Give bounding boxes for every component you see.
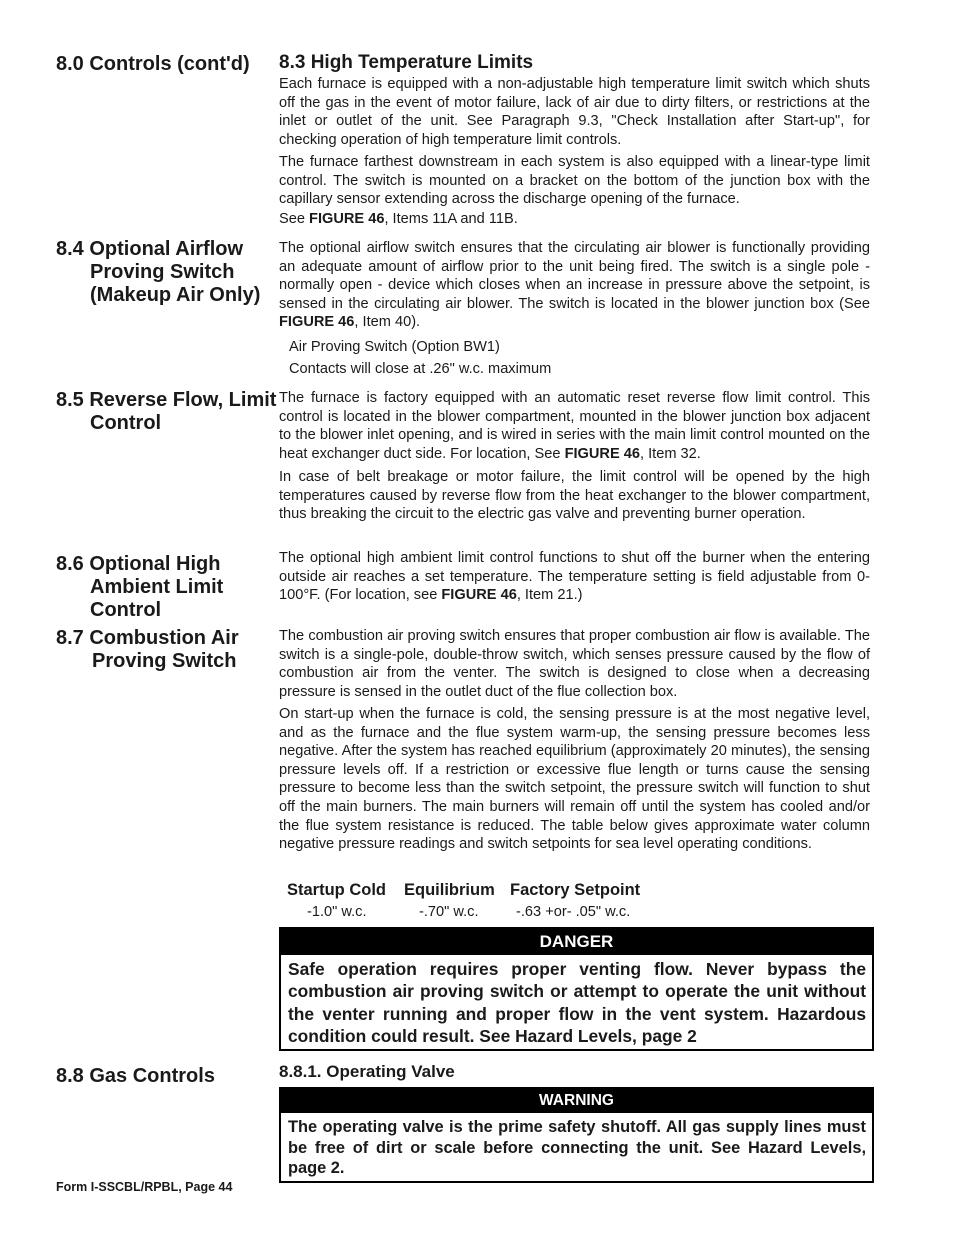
paragraph-8-7-2: On start-up when the furnace is cold, the sensing pressure is at the most negative level, and as the furnace and the flue system warm-up, the sensing pressure becomes less negative. After the system has reached equilibrium (approximately 20 minutes), the sensing pressure levels off. If a restriction or excessive flue length or turns cause the sensing pressure to become less than the switch setpoint, the pressure switch will function to shut off the main burners. The main burners will remain off until the system has cooled and/or the flue system resistance is reduced. The table below gives approximate water column negative pressure readings and switch setpoints for sea level operating conditions. <box>279 706 870 853</box>
figure-reference: FIGURE 46 <box>564 445 640 462</box>
table-header-factory-setpoint: Factory Setpoint <box>510 881 641 899</box>
subsection-heading-8-3: 8.3 High Temperature Limits <box>279 52 534 73</box>
paragraph-8-4-1: The optional airflow switch ensures that the circulating air blower is functionally providing an adequate amount of airflow prior to the unit being fired. The switch is a single pole - normally open - device which closes when an increase in pressure above the setpoint, is sensed in the circulating air blower. The switch is located in the blower junction box (See FIGURE 46, Item 40). <box>279 240 870 331</box>
section-heading-8-4: 8.4 Optional Airflow Proving Switch (Makeup Air Only) <box>56 238 261 306</box>
table-cell-equilibrium: -.70" w.c. <box>419 904 479 920</box>
danger-text: Safe operation requires proper venting flow. Never bypass the combustion air proving switch or attempt to operate the unit without the venter running and proper flow in the vent system. Hazardous condition could result. See Hazard Levels, page 2 <box>288 959 866 1047</box>
danger-label: DANGER <box>281 929 872 955</box>
danger-box <box>279 927 874 1051</box>
warning-box <box>279 1087 874 1183</box>
warning-label: WARNING <box>281 1089 872 1113</box>
subsection-heading-8-8-1: 8.8.1. Operating Valve <box>279 1062 455 1081</box>
airflow-switch-contacts-line: Contacts will close at .26" w.c. maximum <box>289 361 552 377</box>
figure-reference: FIGURE 46 <box>441 587 517 604</box>
figure-reference: FIGURE 46 <box>279 314 355 331</box>
section-heading-8-6: 8.6 Optional High Ambient Limit Control <box>56 553 224 621</box>
figure-reference: FIGURE 46 <box>309 211 385 227</box>
table-header-startup-cold: Startup Cold <box>287 881 386 899</box>
section-heading-8-7: 8.7 Combustion Air Proving Switch <box>56 627 239 672</box>
airflow-switch-option-line: Air Proving Switch (Option BW1) <box>289 339 500 355</box>
paragraph-8-3-2: The furnace farthest downstream in each system is also equipped with a linear-type limit control. The switch is mounted on a bracket on the bottom of the junction box with the capillary sensor extending across the discharge opening of the furnace. <box>279 154 870 208</box>
paragraph-8-5-2: In case of belt breakage or motor failure, the limit control will be opened by the high temperatures caused by reverse flow from the heat exchanger to the blower compartment, thus breaking the circuit to the electric gas valve and preventing burner operation. <box>279 469 870 523</box>
section-heading-8-5: 8.5 Reverse Flow, Limit Control <box>56 389 277 434</box>
table-header-equilibrium: Equilibrium <box>404 881 495 899</box>
page-footer: Form I-SSCBL/RPBL, Page 44 <box>56 1180 233 1194</box>
paragraph-8-6-1: The optional high ambient limit control functions to shut off the burner when the entering outside air reaches a set temperature. The temperature setting is field adjustable from 0-100°F. (For location, see FIGURE 46, Item 21.) <box>279 550 870 604</box>
paragraph-8-5-1: The furnace is factory equipped with an automatic reset reverse flow limit control. This control is located in the blower compartment, mounted in the blower junction box adjacent to the blower inlet opening, and is wired in series with the main limit control mounted on the heat exchanger duct side. For location, See FIGURE 46, Item 32. <box>279 390 870 462</box>
section-heading-8-8: 8.8 Gas Controls <box>56 1065 215 1087</box>
paragraph-8-3-3: See FIGURE 46, Items 11A and 11B. <box>279 211 518 227</box>
table-cell-startup-cold: -1.0" w.c. <box>307 904 367 920</box>
table-cell-factory-setpoint: -.63 +or- .05" w.c. <box>516 904 631 920</box>
paragraph-8-7-1: The combustion air proving switch ensures that proper combustion air flow is available. The switch is a single-pole, double-throw switch, which senses pressure caused by the flow of combustion air from the venter. The switch is designed to close when a decreasing pressure is sensed in the outlet duct of the flue collection box. <box>279 628 870 700</box>
warning-text: The operating valve is the prime safety shutoff. All gas supply lines must be free of dirt or scale before connecting the unit. See Hazard Levels, page 2. <box>288 1118 866 1178</box>
paragraph-8-3-1: Each furnace is equipped with a non-adjustable high temperature limit switch which shuts off the gas in the event of motor failure, lack of air due to dirty filters, or restrictions at the inlet or outlet of the unit. See Paragraph 9.3, "Check Installation after Start-up", for checking operation of high temperature limit controls. <box>279 76 870 148</box>
section-heading-8-0: 8.0 Controls (cont'd) <box>56 53 250 75</box>
